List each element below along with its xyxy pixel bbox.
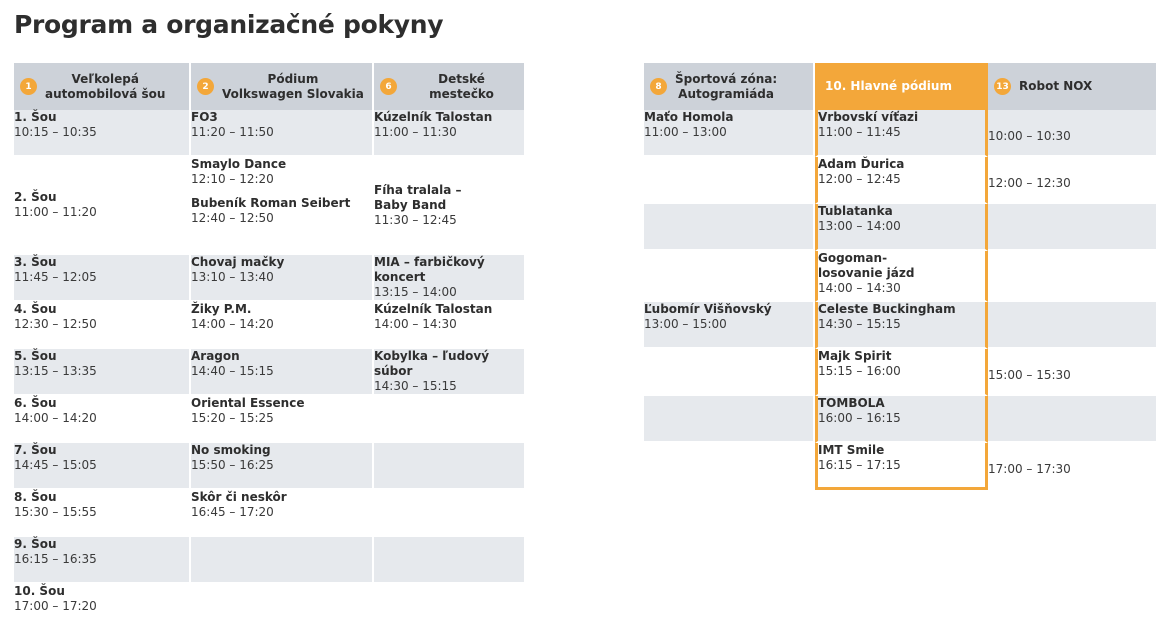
table-row [14,443,526,490]
zone-number-badge: 6 [380,78,397,95]
schedule-cell [988,157,1158,204]
schedule-event [818,302,985,332]
event-title: Smaylo Dance [191,157,287,171]
schedule-cell [644,157,815,204]
schedule-cell [988,443,1158,490]
schedule-event [374,349,524,394]
event-time: 13:10 – 13:40 [191,270,274,284]
schedule-event [191,196,372,226]
event-time: 12:30 – 12:50 [14,317,97,331]
event-title: Aragon [191,349,240,363]
event-time: 16:00 – 16:15 [818,411,901,425]
event-time: 16:45 – 17:20 [191,505,274,519]
event-title: Kobylka – ľudový súbor [374,349,490,378]
schedule-event [988,169,1156,191]
event-time: 11:30 – 12:45 [374,212,457,227]
schedule-event [374,302,524,332]
schedule-event [14,110,189,140]
table-row [644,251,1158,302]
schedule-cell [14,157,191,255]
table-row [14,110,526,157]
schedule-cell [815,204,988,251]
event-title: Kúzelník Talostan [374,302,493,316]
event-title: Maťo Homola [644,110,734,124]
event-title: Tublatanka [818,204,893,218]
schedule-cell [644,443,815,490]
schedule-event [14,190,189,220]
event-title: Celeste Buckingham [818,302,956,316]
event-time: 15:20 – 15:25 [191,411,274,425]
event-time: 13:00 – 15:00 [644,317,727,331]
schedule-event [191,490,372,520]
event-time: 12:10 – 12:20 [191,172,274,186]
schedule-event [988,122,1156,144]
event-time: 16:15 – 16:35 [14,552,97,566]
schedule-event [14,255,189,285]
zone-number-badge: 13 [994,78,1011,95]
schedule-cell [815,302,988,349]
left-schedule-table [14,63,526,631]
event-time: 12:00 – 12:30 [988,175,1071,190]
schedule-event [818,443,985,473]
schedule-event [374,110,524,140]
event-time: 11:00 – 11:20 [14,205,97,219]
header-label: Pódium Volkswagen Slovakia [222,71,364,101]
schedule-event [818,251,985,296]
event-title: 10. Šou [14,584,65,598]
table-row [644,396,1158,443]
zone-number-badge: 1 [20,78,37,95]
schedule-cell [14,537,191,584]
schedule-event [191,396,372,426]
page-title: Program a organizačné pokyny [14,10,444,39]
schedule-cell [14,584,191,631]
schedule-cell [191,537,374,584]
zone-number-badge: 8 [650,78,667,95]
event-time: 14:30 – 15:15 [374,379,457,393]
schedule-cell [988,396,1158,443]
left-header-2 [191,63,374,110]
header-label: Veľkolepá automobilová šou [45,71,166,101]
schedule-cell [14,255,191,302]
schedule-cell [644,302,815,349]
schedule-cell [374,349,526,396]
event-title: Ľubomír Višňovský [644,302,772,316]
event-title: Gogoman- losovanie jázd [818,251,915,280]
schedule-event [191,110,372,140]
event-title: 7. Šou [14,443,57,457]
table-row [14,396,526,443]
schedule-event [191,157,372,187]
schedule-event [14,302,189,332]
event-title: 1. Šou [14,110,57,124]
schedule-event [818,396,985,426]
event-time: 15:30 – 15:55 [14,505,97,519]
schedule-cell [191,396,374,443]
table-row [14,490,526,537]
right-header-3 [988,63,1158,110]
event-title: TOMBOLA [818,396,885,410]
event-time: 16:15 – 17:15 [818,458,901,472]
schedule-cell [374,396,526,443]
event-title: 8. Šou [14,490,57,504]
schedule-cell [644,251,815,302]
event-title: 4. Šou [14,302,57,316]
schedule-cell [191,584,374,631]
schedule-event [374,183,524,228]
table-row [14,255,526,302]
table-row [644,443,1158,490]
event-title: 2. Šou [14,190,57,204]
event-time: 11:00 – 13:00 [644,125,727,139]
table-row [14,302,526,349]
event-time: 14:30 – 15:15 [818,317,901,331]
table-row [644,302,1158,349]
schedule-cell [988,204,1158,251]
event-title: Bubeník Roman Seibert [191,196,351,210]
event-title: MIA – farbičkový koncert [374,255,485,284]
event-time: 15:15 – 16:00 [818,364,901,378]
event-time: 14:00 – 14:30 [374,317,457,331]
schedule-cell [191,349,374,396]
schedule-cell [644,204,815,251]
schedule-event [191,302,372,332]
event-title: 3. Šou [14,255,57,269]
event-title: Žiky P.M. [191,302,252,316]
table-row [14,537,526,584]
schedule-cell [988,302,1158,349]
schedule-cell [644,349,815,396]
event-time: 13:15 – 13:35 [14,364,97,378]
event-time: 17:00 – 17:20 [14,599,97,613]
schedule-cell [191,110,374,157]
schedule-cell [374,302,526,349]
event-title: FO3 [191,110,218,124]
schedule-cell [14,443,191,490]
event-title: Oriental Essence [191,396,305,410]
schedule-event [644,110,813,140]
schedule-cell [374,110,526,157]
schedule-event [14,443,189,473]
schedule-cell [988,251,1158,302]
header-label: Športová zóna: Autogramiáda [675,71,778,101]
schedule-event [191,443,372,473]
schedule-cell [988,110,1158,157]
event-title: Majk Spirit [818,349,892,363]
schedule-event [14,584,189,614]
event-time: 11:00 – 11:30 [374,125,457,139]
table-row [644,204,1158,251]
table-row [644,110,1158,157]
event-title: Fíha tralala – Baby Band [374,182,462,212]
event-title: 9. Šou [14,537,57,551]
schedule-cell [191,157,374,255]
event-time: 11:45 – 12:05 [14,270,97,284]
schedule-cell [815,443,988,490]
schedule-event [14,490,189,520]
schedule-event [644,302,813,332]
schedule-cell [191,255,374,302]
schedule-cell [14,490,191,537]
schedule-cell [14,302,191,349]
schedule-cell [374,443,526,490]
schedule-event [374,255,524,300]
event-time: 14:00 – 14:30 [818,281,901,295]
schedule-cell [815,349,988,396]
schedule-cell [374,490,526,537]
event-time: 12:00 – 12:45 [818,172,901,186]
event-title: Adam Ďurica [818,157,905,171]
event-time: 10:15 – 10:35 [14,125,97,139]
schedule-cell [191,302,374,349]
event-time: 11:00 – 11:45 [818,125,901,139]
schedule-cell [374,537,526,584]
event-title: Skôr či neskôr [191,490,287,504]
schedule-cell [191,443,374,490]
table-row [14,157,526,255]
event-time: 11:20 – 11:50 [191,125,274,139]
right-header-2 [815,63,988,110]
event-title: Kúzelník Talostan [374,110,493,124]
event-time: 13:15 – 14:00 [374,285,457,299]
schedule-cell [374,157,526,255]
schedule-event [14,396,189,426]
schedule-cell [14,110,191,157]
schedule-cell [988,349,1158,396]
event-title: Vrbovskí víťazi [818,110,919,124]
event-title: 5. Šou [14,349,57,363]
event-title: IMT Smile [818,443,885,457]
table-row [644,349,1158,396]
schedule-cell [374,255,526,302]
schedule-event [818,157,985,187]
event-time: 14:00 – 14:20 [14,411,97,425]
schedule-cell [815,396,988,443]
event-title: Chovaj mačky [191,255,285,269]
schedule-event [818,204,985,234]
table-row [14,584,526,631]
table-row [14,349,526,396]
event-time: 15:00 – 15:30 [988,367,1071,382]
schedule-event [191,255,372,285]
schedule-cell [191,490,374,537]
event-time: 14:00 – 14:20 [191,317,274,331]
schedule-event [14,349,189,379]
event-title: No smoking [191,443,271,457]
schedule-cell [374,584,526,631]
event-time: 14:45 – 15:05 [14,458,97,472]
header-label: Robot NOX [1019,79,1093,93]
event-title: 6. Šou [14,396,57,410]
schedule-cell [14,396,191,443]
schedule-event [988,455,1156,477]
left-header-3 [374,63,526,110]
schedule-cell [644,396,815,443]
event-time: 14:40 – 15:15 [191,364,274,378]
event-time: 10:00 – 10:30 [988,128,1071,143]
schedule-event [818,349,985,379]
schedule-event [14,537,189,567]
left-header-1 [14,63,191,110]
schedule-cell [815,157,988,204]
header-label: 10. Hlavné pódium [825,79,952,93]
header-label: Detské mestečko [429,71,494,101]
event-time: 17:00 – 17:30 [988,461,1071,476]
right-header-1 [644,63,815,110]
schedule-event [988,361,1156,383]
event-time: 13:00 – 14:00 [818,219,901,233]
schedule-event [818,110,985,140]
schedule-event [191,349,372,379]
right-schedule-table [644,63,1158,490]
schedule-cell [644,110,815,157]
schedule-cell [815,251,988,302]
schedule-cell [815,110,988,157]
event-time: 15:50 – 16:25 [191,458,274,472]
event-time: 12:40 – 12:50 [191,211,274,225]
zone-number-badge: 2 [197,78,214,95]
schedule-cell [14,349,191,396]
table-row [644,157,1158,204]
